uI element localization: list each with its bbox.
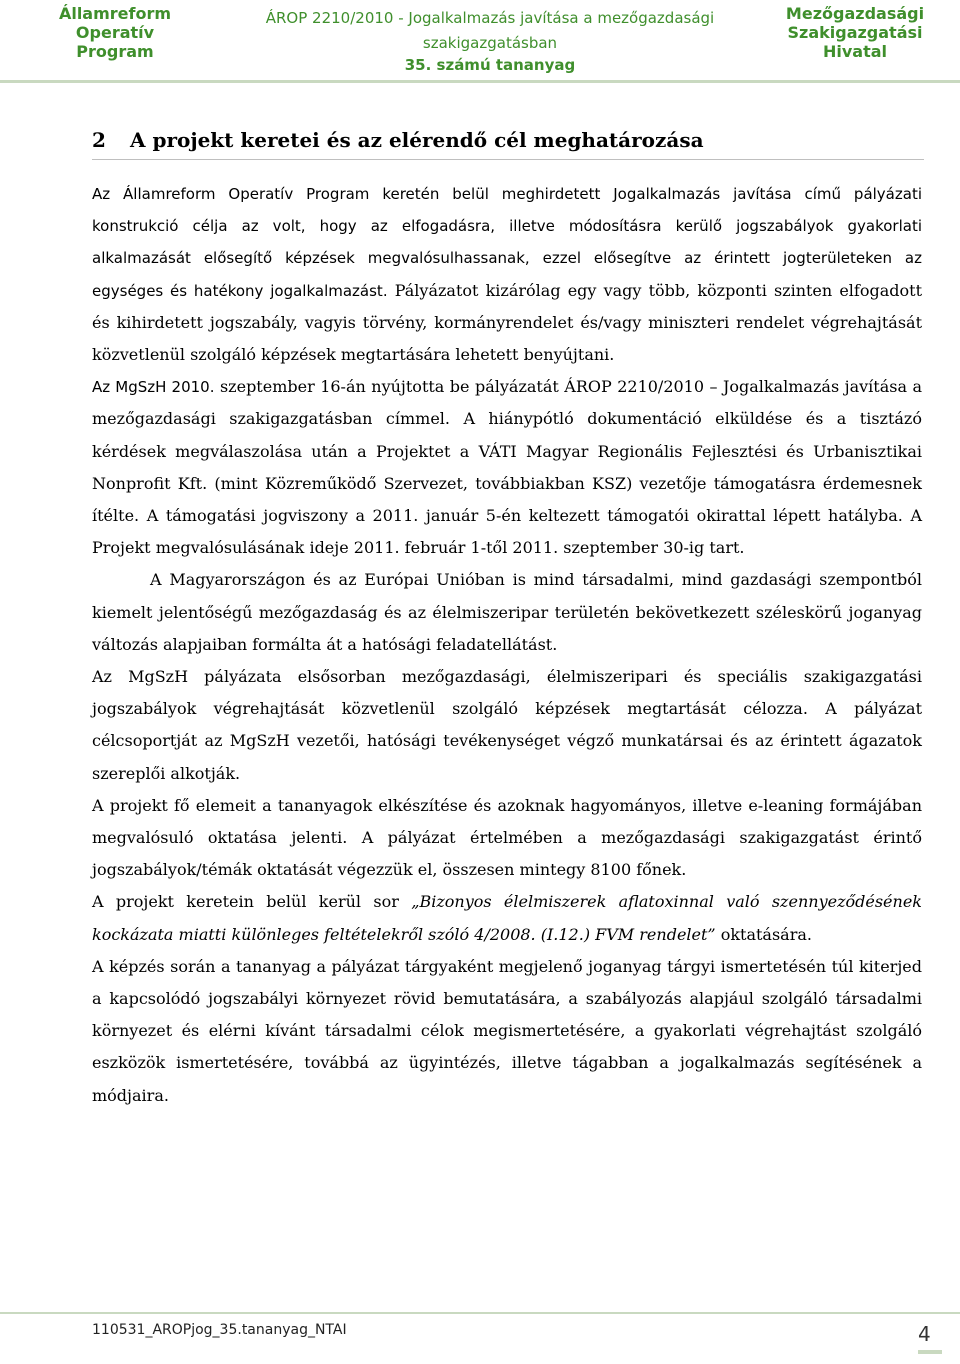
header-mid-line2: szakigazgatásban (422, 34, 558, 52)
header-divider (0, 80, 960, 83)
footer-divider (0, 1312, 960, 1314)
header-project-title (220, 4, 760, 76)
page-number-underline (918, 1350, 942, 1354)
paragraph-5: A projekt fő elemeit a tananyagok elkészítése és azoknak hagyományos, illetve e-leaning formájában megvalósuló oktatása jelenti. A pályázat értelmében a mezőgazdasági szakigazgatást érintő jogszabályok/témák oktatását végezzük el, összesen mintegy 8100 főnek. (92, 795, 922, 880)
regulation-title: „Bizonyos élelmiszerek aflatoxinnal való szennyeződésének kockázata miatti különleges feltételekről szóló 4/2008. (I.12.) FVM rendelet” (92, 892, 922, 944)
paragraph-3: A Magyarországon és az Európai Unióban is mind társadalmi, mind gazdasági szempontból kiemelt jelentőségű mezőgazdaság és az élelmiszeripar területén bekövetkezett széleskörű joganyag változás alapjaiban formálta át a hatósági feladatellátást. (92, 570, 922, 654)
header-right-line2: Szakigazgatási (787, 23, 923, 42)
paragraph-4: Az MgSzH pályázata elsősorban mezőgazdasági, élelmiszeripari és speciális szakigazgatási jogszabályok végrehajtását közvetlenül szolgáló képzések megtartását célozza. A pályázat célcsoportját az MgSzH vezetői, hatósági tevékenységet végző munkatársai és az érintett ágazatok szereplői alkotják. (92, 667, 922, 783)
footer-document-code: 110531_AROPjog_35.tananyag_NTAI (92, 1322, 347, 1338)
paragraph-2 (92, 371, 922, 564)
header-left-line2: Operatív (75, 23, 155, 42)
paragraph-6-lead: A projekt keretein belül kerül sor (92, 892, 412, 912)
paragraph-7: A képzés során a tananyag a pályázat tárgyaként megjelenő joganyag tárgyi ismertetésén túl kiterjed a kapcsolódó jogszabályi környezet rövid bemutatására, a szabályozás alapjául szolgáló társadalmi környezet és elérni kívánt társadalmi célok megismertetésére, a gyakorlati végrehajtást szolgáló eszközök ismertetésére, továbbá az ügyintézés, illetve tágabban a jogalkalmazás segítésének a módjaira. (92, 956, 922, 1105)
header-mid-line1: ÁROP 2210/2010 - Jogalkalmazás javítása a mezőgazdasági (265, 9, 715, 27)
paragraph-6-tail: oktatására. (715, 924, 812, 944)
paragraph-1-sans: Az Államreform Operatív Program keretén belül meghirdetett Jogalkalmazás javítása című pályázati konstrukció célja az volt, hogy az elfogadásra, illetve módosításra kerülő jogszabályok gyakorlati alkalmazását elősegítő képzések megvalósulhassanak, ezzel elősegítve az érintett jogterületeken az egységes és hatékony jogalkalmazást. (92, 185, 922, 300)
page-header (0, 0, 960, 82)
page-number: 4 (918, 1322, 931, 1346)
header-right-org (760, 4, 950, 61)
header-right-line1: Mezőgazdasági (785, 4, 925, 23)
header-mid-line3: 35. számú tananyag (404, 56, 576, 74)
section-heading (92, 125, 924, 155)
paragraph-1 (92, 178, 922, 371)
header-left-line1: Államreform (58, 4, 172, 23)
paragraph-2-sans: Az MgSzH 2010. (92, 378, 215, 397)
document-body (92, 178, 922, 1112)
paragraph-1-serif: Pályázatot kizárólag egy vagy több, központi szinten elfogadott és kihirdetett jogszabály, vagyis törvény, kormányrendelet és/vagy miniszteri rendelet végrehajtását közvetlenül szolgáló képzések megtartására lehetett benyújtani. (92, 280, 922, 365)
paragraph-6 (92, 886, 922, 950)
header-right-line3: Hivatal (822, 42, 888, 61)
section-title: A projekt keretei és az elérendő cél meghatározása (130, 128, 704, 152)
heading-divider (92, 159, 924, 160)
section-number: 2 (92, 128, 106, 152)
paragraph-2-serif: szeptember 16-án nyújtotta be pályázatát ÁROP 2210/2010 – Jogalkalmazás javítása a mezőgazdasági szakigazgatásban címmel. A hiánypótló dokumentáció elküldése és a tisztázó kérdések megválaszolása után a Projektet a VÁTI Magyar Regionális Fejlesztési és Urbanisztikai Nonprofit Kft. (mint Közreműködő Szervezet, továbbiakban KSZ) vezetője támogatásra érdemesnek ítélte. A támogatási jogviszony a 2011. január 5-én keltezett támogatói okirattal lépett hatályba. A Projekt megvalósulásának ideje 2011. február 1-től 2011. szeptember 30-ig tart. (92, 377, 922, 558)
header-left-line3: Program (76, 42, 154, 61)
header-left-org (40, 4, 190, 61)
